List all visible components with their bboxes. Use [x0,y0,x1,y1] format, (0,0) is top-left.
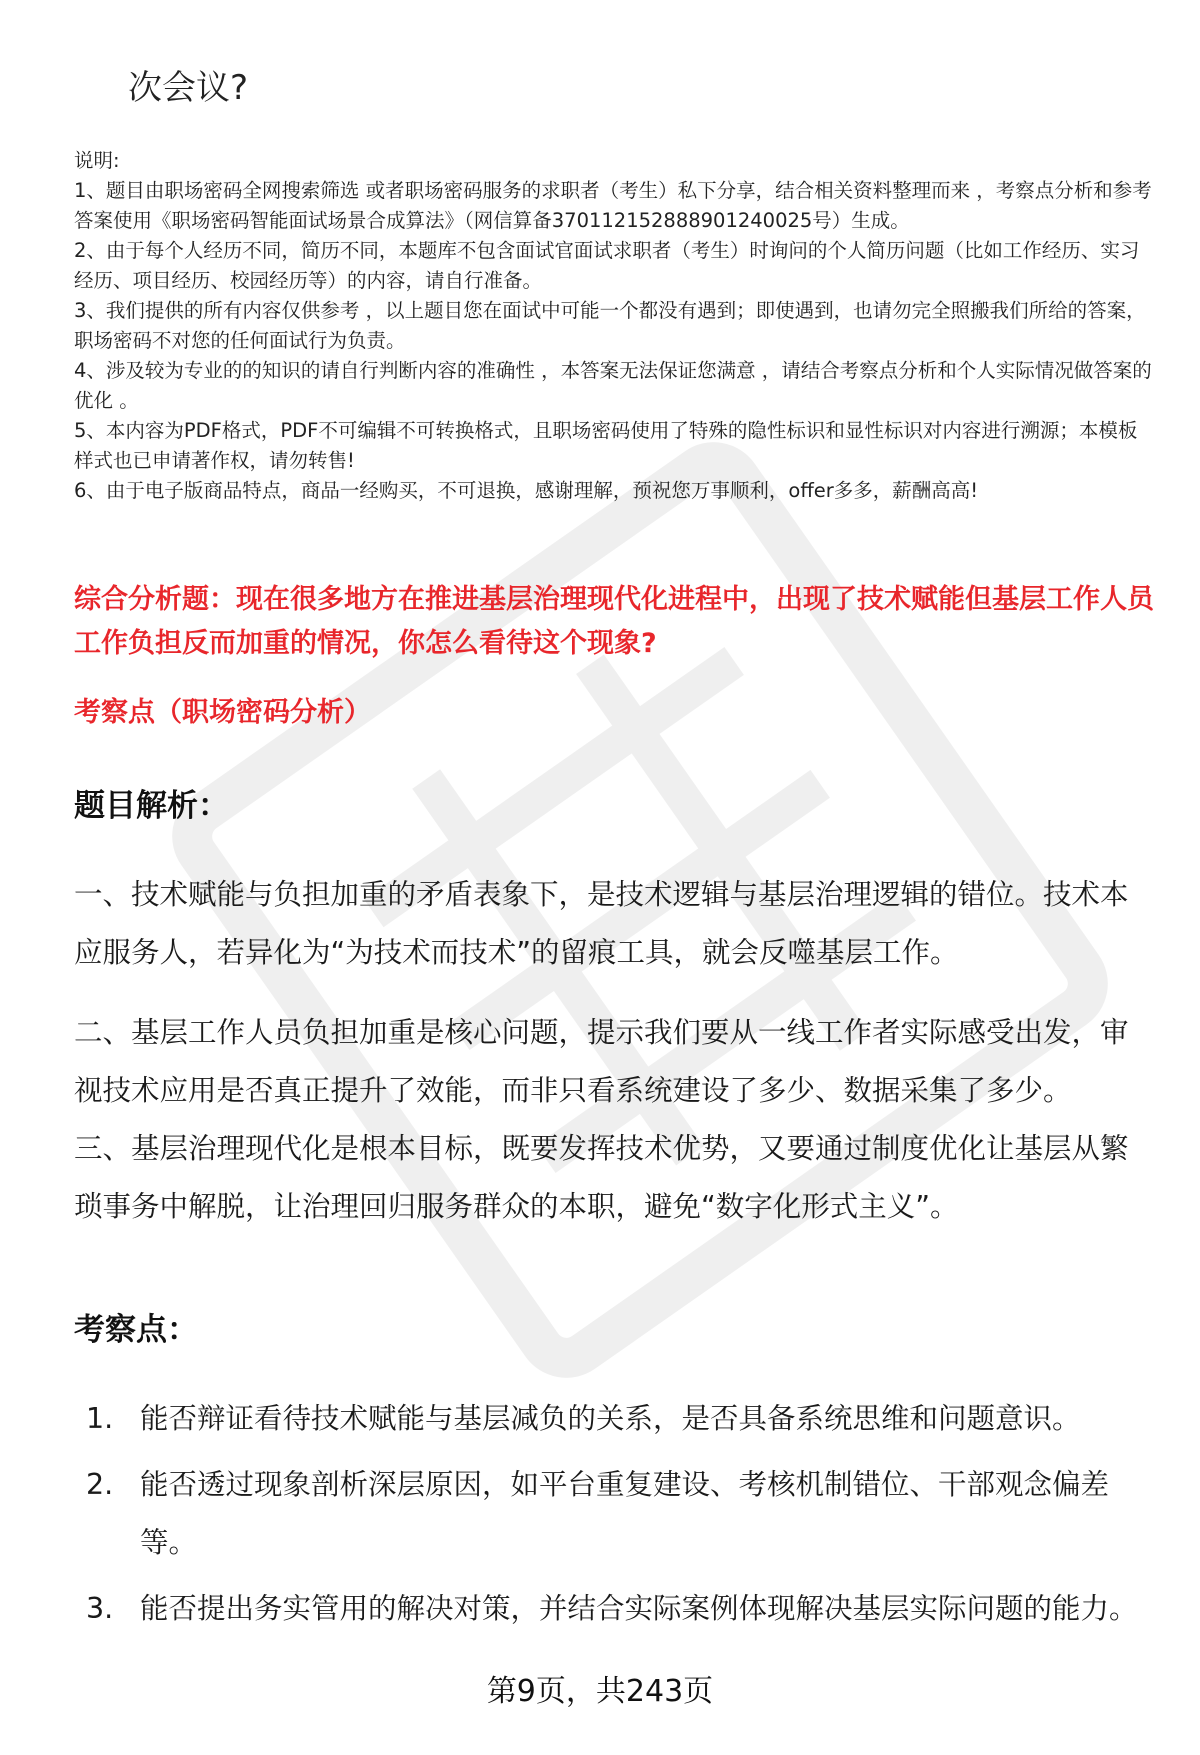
notes-item: 3、我们提供的所有内容仅供参考 ，以上题目您在面试中可能一个都没有遇到；即使遇到，也请勿完全照搬我们所给的答案，职场密码不对您的任何面试行为负责。 [74,299,1146,352]
analysis-paragraph: 二、基层工作人员负担加重是核心问题，提示我们要从一线工作者实际感受出发，审视技术应用是否真正提升了效能，而非只看系统建设了多少、数据采集了多少。 [74,1016,1129,1107]
notes-section [74,146,1154,506]
notes-item: 5、本内容为PDF格式，PDF不可编辑不可转换格式，且职场密码使用了特殊的隐性标识和显性标识对内容进行溯源；本模板样式也已申请著作权，请勿转售! [74,419,1138,472]
exam-point-label: 考察点（职场密码分析） [74,697,371,728]
list-item [74,1580,1154,1638]
list-item-text: 能否辩证看待技术赋能与基层减负的关系，是否具备系统思维和问题意识。 [140,1402,1081,1435]
exam-points-heading: 考察点： [74,1312,198,1348]
notes-title: 说明: [74,149,120,172]
analysis-body [74,866,1154,1236]
notes-item: 6、由于电子版商品特点，商品一经购买，不可退换，感谢理解，预祝您万事顺利，offer多多，薪酬高高! [74,479,979,502]
notes-item: 2、由于每个人经历不同，简历不同，本题库不包含面试官面试求职者（考生）时询问的个人简历问题（比如工作经历、实习经历、项目经历、校园经历等）的内容，请自行准备。 [74,239,1140,292]
page-number: 第9页，共243页 [486,1674,714,1709]
analysis-paragraph: 一、技术赋能与负担加重的矛盾表象下，是技术逻辑与基层治理逻辑的错位。技术本应服务人，若异化为“为技术而技术”的留痕工具，就会反噬基层工作。 [74,878,1129,969]
list-item [74,1390,1154,1448]
list-item-text: 能否提出务实管用的解决对策，并结合实际案例体现解决基层实际问题的能力。 [140,1592,1138,1625]
exam-points-list [74,1390,1154,1646]
question-text: 综合分析题：现在很多地方在推进基层治理现代化进程中，出现了技术赋能但基层工作人员工作负担反而加重的情况，你怎么看待这个现象? [74,584,1154,659]
list-item [74,1456,1154,1572]
list-item-number: 2. [86,1468,114,1501]
list-item-number: 1. [86,1402,114,1435]
list-item-text: 能否透过现象剖析深层原因，如平台重复建设、考核机制错位、干部观念偏差等。 [140,1468,1110,1559]
analysis-heading: 题目解析： [74,788,229,824]
notes-item: 4、涉及较为专业的的知识的请自行判断内容的准确性 ，本答案无法保证您满意 ，请结合考察点分析和个人实际情况做答案的优化 。 [74,359,1152,412]
notes-item: 1、题目由职场密码全网搜索筛选 或者职场密码服务的求职者（考生）私下分享，结合相关资料整理而来 ，考察点分析和参考答案使用《职场密码智能面试场景合成算法》（网信算备370112152888901240025号）生成。 [74,179,1152,232]
list-item-number: 3. [86,1592,114,1625]
analysis-paragraph: 三、基层治理现代化是根本目标，既要发挥技术优势，又要通过制度优化让基层从繁琐事务中解脱，让治理回归服务群众的本职，避免“数字化形式主义”。 [74,1132,1129,1223]
carry-over-text: 次会议? [128,68,249,108]
